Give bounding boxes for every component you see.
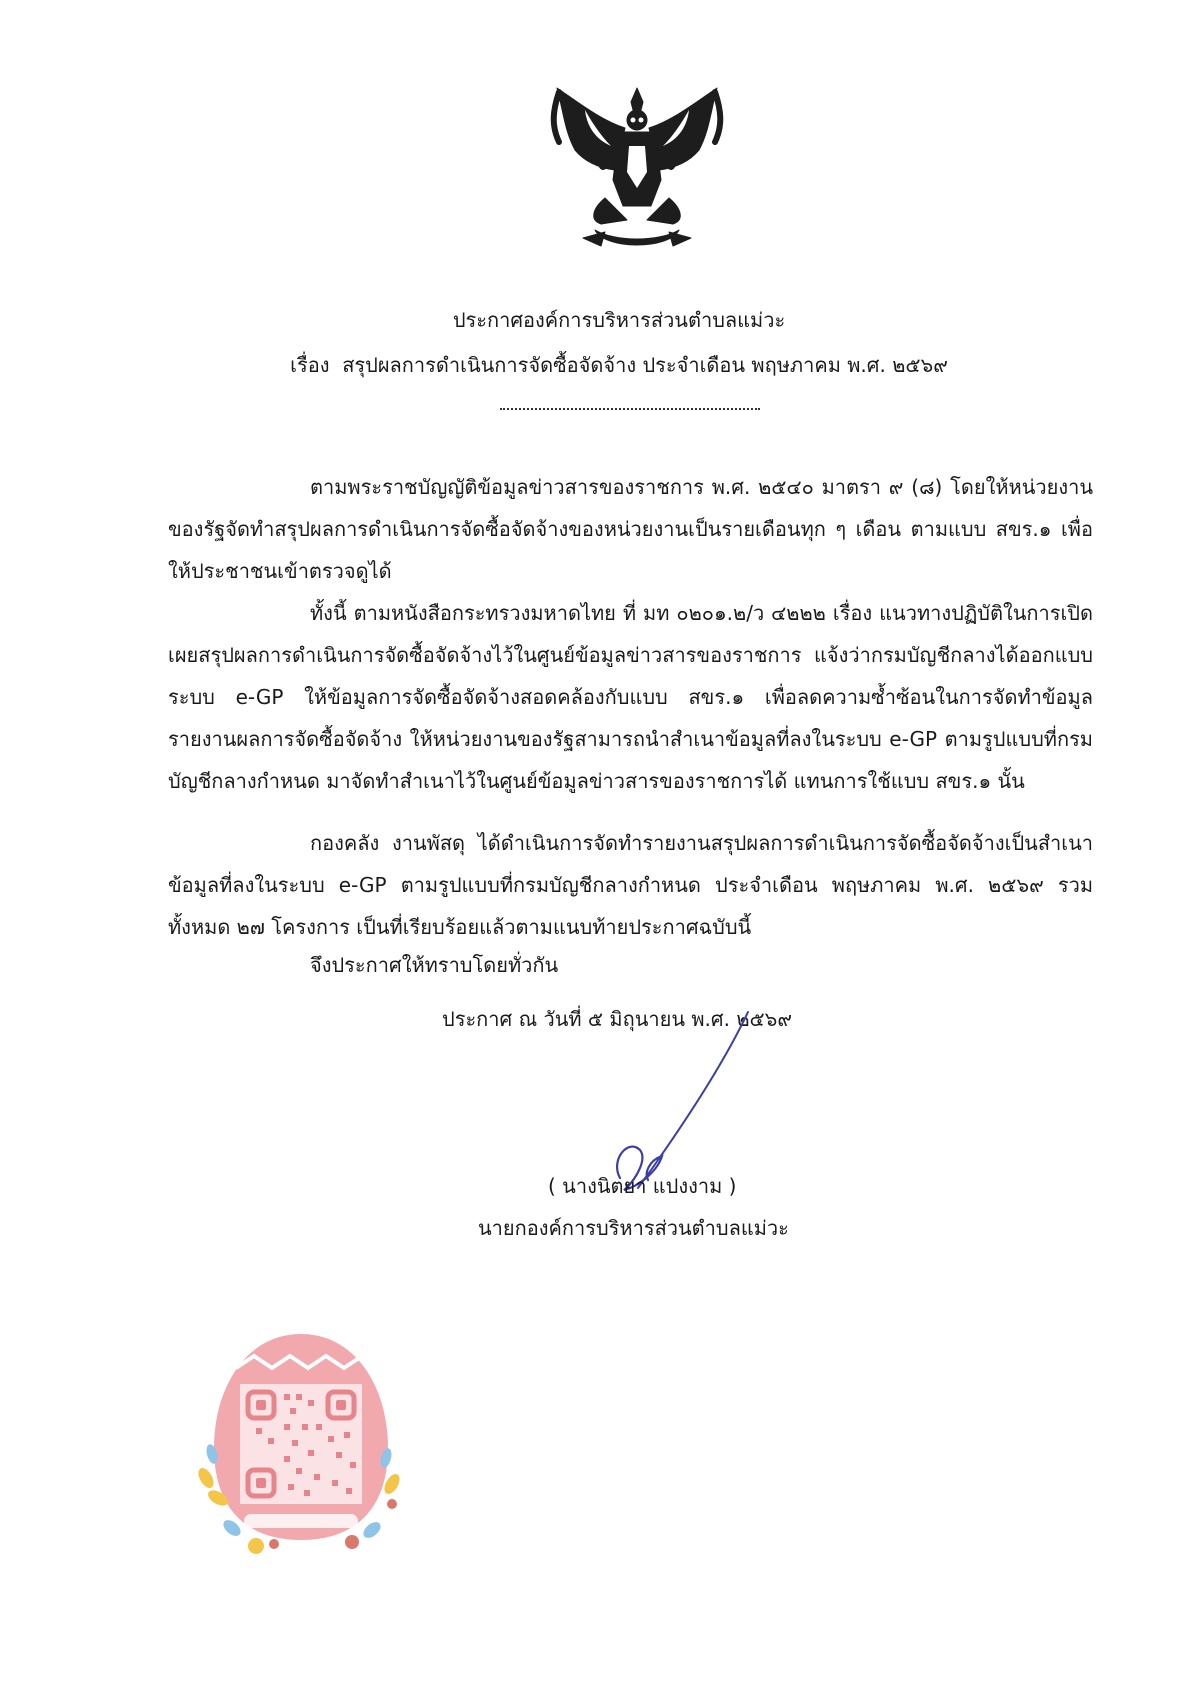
qr-code-badge[interactable]: [196, 1328, 406, 1560]
document-title: ประกาศองค์การบริหารส่วนตำบลแม่วะ: [452, 308, 786, 332]
closing-statement: จึงประกาศให้ทราบโดยทั่วกัน: [310, 953, 559, 977]
body-paragraph-2: ทั้งนี้ ตามหนังสือกระทรวงมหาดไทย ที่ มท ๐๒๐๑.๒/ว ๔๒๒๒ เรื่อง แนวทางปฏิบัติในการเปิดเผยสรุปผลการดำเนินการจัดซื้อจัดจ้างไว้ในศูนย์ข้อมูลข่าวสารของราชการ แจ้งว่ากรมบัญชีกลางได้ออกแบบ ระบบ e-GP ให้ข้อมูลการจัดซื้อจัดจ้างสอดคล้องกับแบบ สขร.๑ เพื่อลดความซ้ำซ้อนในการจัดทำข้อมูลรายงานผลการจัดซื้อจัดจ้าง ให้หน่วยงานของรัฐสามารถนำสำเนาข้อมูลที่ลงในระบบ e-GP ตามรูปแบบที่กรมบัญชีกลางกำหนด มาจัดทำสำเนาไว้ในศูนย์ข้อมูลข่าวสารของราชการได้ แทนการใช้แบบ สขร.๑ นั้น: [168, 601, 1093, 793]
body-paragraph-3: กองคลัง งานพัสดุ ได้ดำเนินการจัดทำรายงานสรุปผลการดำเนินการจัดซื้อจัดจ้างเป็นสำเนาข้อมูลที่ลงในระบบ e-GP ตามรูปแบบที่กรมบัญชีกลางกำหนด ประจำเดือน พฤษภาคม พ.ศ. ๒๕๖๙ รวมทั้งหมด ๒๗ โครงการ เป็นที่เรียบร้อยแล้วตามแนบท้ายประกาศฉบับนี้: [168, 831, 1093, 939]
document-subject: [0, 350, 1190, 380]
garuda-emblem-icon: [545, 80, 730, 255]
signer-name: ( นางนิตยา แปงงาม ): [548, 1174, 737, 1198]
title-divider: [500, 408, 760, 410]
subject-label: เรื่อง: [290, 353, 330, 377]
announcement-date: ประกาศ ณ วันที่ ๕ มิถุนายน พ.ศ. ๒๕๖๙: [442, 1007, 792, 1031]
signer-position: นายกองค์การบริหารส่วนตำบลแม่วะ: [478, 1216, 789, 1240]
subject-text: สรุปผลการดำเนินการจัดซื้อจัดจ้าง ประจำเดือน พฤษภาคม พ.ศ. ๒๕๖๙: [342, 353, 948, 377]
body-paragraph-1: ตามพระราชบัญญัติข้อมูลข่าวสารของราชการ พ.ศ. ๒๕๔๐ มาตรา ๙ (๘) โดยให้หน่วยงานของรัฐจัดทำสรุปผลการดำเนินการจัดซื้อจัดจ้างของหน่วยงานเป็นรายเดือนทุก ๆ เดือน ตามแบบ สขร.๑ เพื่อให้ประชาชนเข้าตรวจดูได้: [168, 475, 1093, 583]
